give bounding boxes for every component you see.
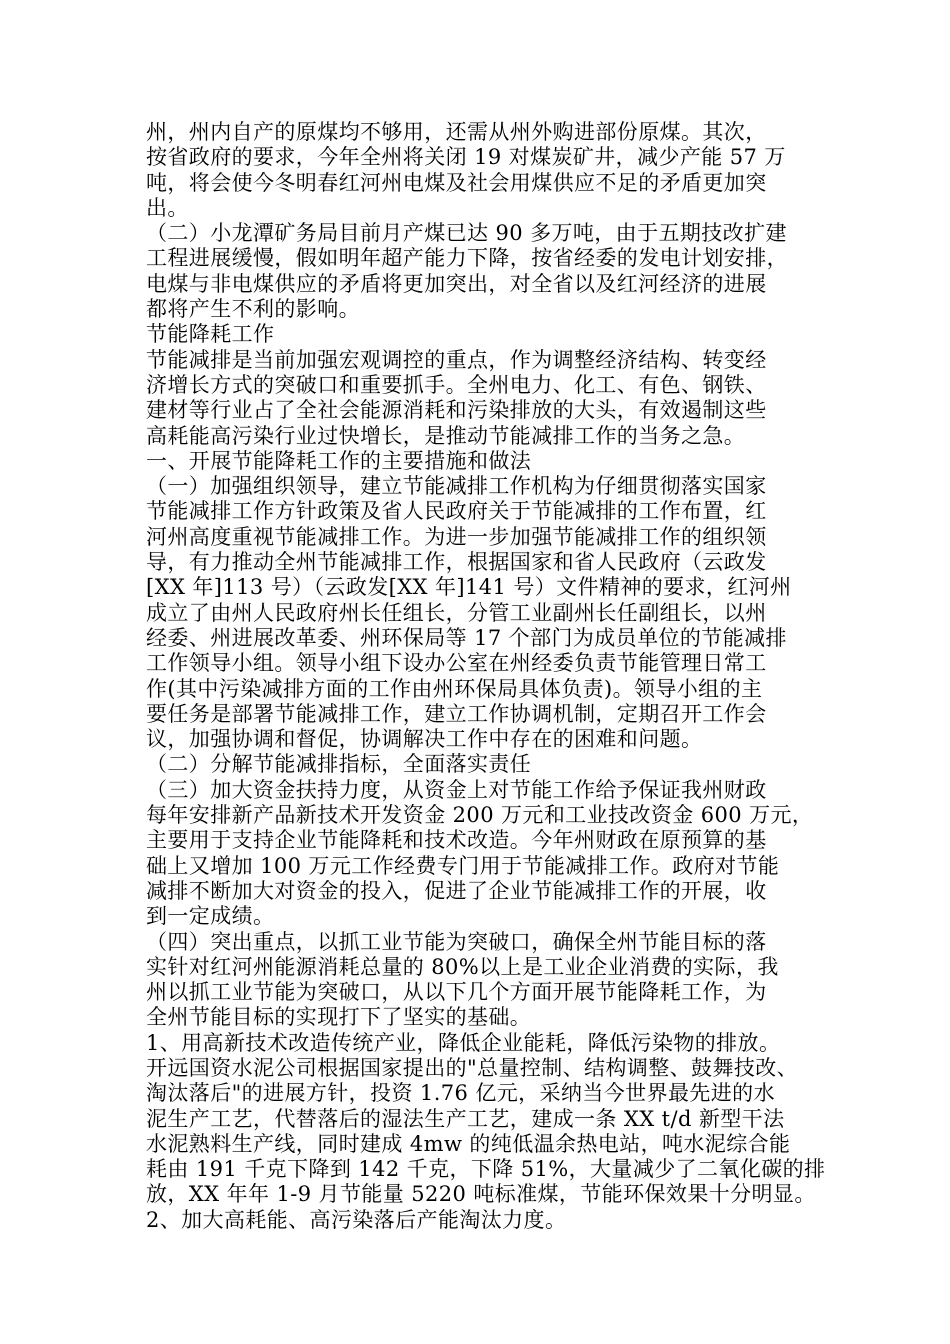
text-line: 都将产生不利的影响。 [146, 297, 360, 322]
text-line: 建材等行业占了全社会能源消耗和污染排放的大头，有效遏制这些 [146, 398, 767, 423]
text-line: 工程进展缓慢，假如明年超产能力下降，按省经委的发电计划安排， [146, 246, 788, 271]
text-line: 按省政府的要求，今年全州将关闭 19 对煤炭矿井，减少产能 57 万 [146, 145, 786, 170]
text-line: 耗由 191 千克下降到 142 千克，下降 51%，大量减少了二氧化碳的排 [146, 1157, 826, 1182]
text-line: 经委、州进展改革委、州环保局等 17 个部门为成员单位的节能减排 [146, 625, 787, 650]
text-line: 2、加大高耗能、高污染落后产能淘汰力度。 [146, 1207, 567, 1232]
text-line: 电煤与非电煤供应的矛盾将更加突出，对全省以及红河经济的进展 [146, 271, 767, 296]
text-line: 开远国资水泥公司根据国家提出的"总量控制、结构调整、鼓舞技改、 [146, 1055, 799, 1080]
text-line: （一）加强组织领导，建立节能减排工作机构为仔细贯彻落实国家 [146, 474, 767, 499]
section-heading: 一、开展节能降耗工作的主要措施和做法 [146, 448, 532, 473]
text-line: 出。 [146, 195, 189, 220]
text-line: 河州高度重视节能减排工作。为进一步加强节能减排工作的组织领 [146, 524, 767, 549]
text-line: 成立了由州人民政府州长任组长，分管工业副州长任副组长，以州 [146, 600, 767, 625]
text-line: 济增长方式的突破口和重要抓手。全州电力、化工、有色、钢铁、 [146, 372, 767, 397]
text-line: （三）加大资金扶持力度，从资金上对节能工作给予保证我州财政 [146, 777, 767, 802]
text-line: 淘汰落后"的进展方针，投资 1.76 亿元，采纳当今世界最先进的水 [146, 1081, 775, 1106]
text-line: 每年安排新产品新技术开发资金 200 万元和工业技改资金 600 万元， [146, 803, 814, 828]
text-line: （二）小龙潭矿务局目前月产煤已达 90 多万吨，由于五期技改扩建 [146, 221, 787, 246]
text-line: 实针对红河州能源消耗总量的 80%以上是工业企业消费的实际，我 [146, 954, 779, 979]
document-body [146, 120, 826, 1233]
text-line: 吨，将会使今冬明春红河州电煤及社会用煤供应不足的矛盾更加突 [146, 170, 767, 195]
section-heading: 节能降耗工作 [146, 322, 275, 347]
text-line: 全州节能目标的实现打下了坚实的基础。 [146, 1005, 532, 1030]
text-line: 节能减排工作方针政策及省人民政府关于节能减排的工作布置，红 [146, 499, 767, 524]
text-line: 泥生产工艺，代替落后的湿法生产工艺，建成一条 XX t/d 新型干法 [146, 1106, 785, 1131]
text-line: [XX 年]113 号）（云政发[XX 年]141 号）文件精神的要求，红河州 [146, 575, 792, 600]
text-line: 放，XX 年年 1-9 月节能量 5220 吨标准煤，节能环保效果十分明显。 [146, 1182, 816, 1207]
text-line: 工作领导小组。领导小组下设办公室在州经委负责节能管理日常工 [146, 651, 767, 676]
text-line: （二）分解节能减排指标，全面落实责任 [146, 752, 532, 777]
text-line: 础上又增加 100 万元工作经费专门用于节能减排工作。政府对节能 [146, 853, 780, 878]
text-line: 作(其中污染减排方面的工作由州环保局具体负责)。领导小组的主 [146, 676, 763, 701]
text-line: 1、用高新技术改造传统产业，降低企业能耗，降低污染物的排放。 [146, 1030, 781, 1055]
text-line: 节能减排是当前加强宏观调控的重点，作为调整经济结构、转变经 [146, 347, 767, 372]
text-line: 高耗能高污染行业过快增长，是推动节能减排工作的当务之急。 [146, 423, 746, 448]
text-line: 导，有力推动全州节能减排工作，根据国家和省人民政府（云政发 [146, 550, 767, 575]
text-line: 议，加强协调和督促，协调解决工作中存在的困难和问题。 [146, 727, 703, 752]
text-line: 要任务是部署节能减排工作，建立工作协调机制，定期召开工作会 [146, 701, 767, 726]
text-line: 主要用于支持企业节能降耗和技术改造。今年州财政在原预算的基 [146, 828, 767, 853]
text-line: 州，州内自产的原煤均不够用，还需从州外购进部份原煤。其次， [146, 120, 767, 144]
text-line: 州以抓工业节能为突破口，从以下几个方面开展节能降耗工作，为 [146, 980, 767, 1005]
text-line: 减排不断加大对资金的投入，促进了企业节能减排工作的开展，收 [146, 878, 767, 903]
text-line: （四）突出重点，以抓工业节能为突破口，确保全州节能目标的落 [146, 929, 767, 954]
text-line: 水泥熟料生产线，同时建成 4mw 的纯低温余热电站，吨水泥综合能 [146, 1131, 791, 1156]
text-line: 到一定成绩。 [146, 904, 275, 929]
